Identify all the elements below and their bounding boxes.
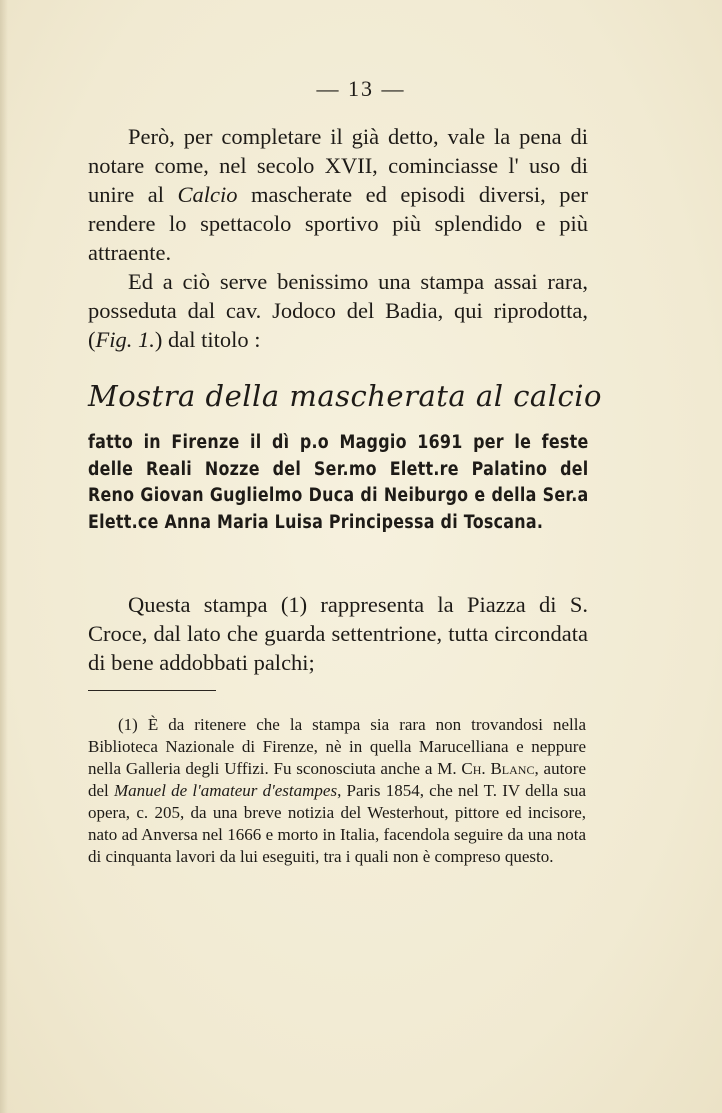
figure-reference: Fig. 1. xyxy=(95,327,155,352)
print-title-headline: Mostra della mascherata al calcio xyxy=(88,379,602,413)
paragraph-2 xyxy=(88,267,588,354)
paragraph-1 xyxy=(88,122,588,267)
paragraph-2-text-end: ) dal titolo : xyxy=(154,327,261,352)
paragraph-3-text: Questa stampa (1) rappresenta la Piazza di S. Croce, dal lato che guarda settentrione, tutta circondata di bene addobbati palchi; xyxy=(88,592,588,675)
footnote-part-1: (1) È da ritenere che la stampa sia rara non trovandosi nella Biblioteca Nazionale di Firenze, nè in quella Marucelliana e neppure nella Galleria degli Uffizi. Fu sconosciuta anche a M. xyxy=(88,715,586,778)
footnote-divider xyxy=(88,690,216,691)
footnote-part-2: , autore del xyxy=(88,759,587,800)
footnote-work-title: Manuel de l'amateur d'estampes xyxy=(113,781,338,800)
paragraph-2-text: Ed a ciò serve benissimo una stampa assai rara, posseduta dal cav. Jodoco del Badia, qui riprodotta, ( xyxy=(88,269,588,352)
page-edge-shadow xyxy=(0,0,8,1113)
footnote xyxy=(88,714,586,868)
footnote-text xyxy=(88,714,586,868)
opening-paragraphs xyxy=(88,122,588,354)
paragraph-1-text: Però, per completare il già detto, vale la pena di notare come, nel secolo XVII, cominciasse l' uso di unire al xyxy=(88,124,588,207)
calcio-italic: Calcio xyxy=(177,182,238,207)
paragraph-1-text-end: mascherate ed episodi diversi, per rendere lo spettacolo sportivo più splendido e più attraente. xyxy=(88,182,589,265)
footnote-author: Ch. Blanc xyxy=(461,759,535,778)
footnote-part-3: , Paris 1854, che nel T. IV della sua opera, c. 205, da una breve notizia del Westerhout, pittore ed incisore, nato ad Anversa nel 1666 e morto in Italia, facendola seguire da una nota di cinquanta lavori da lui eseguiti, tra i quali non è compreso questo. xyxy=(88,781,586,866)
page-number: — 13 — xyxy=(316,76,406,101)
paragraph-3 xyxy=(88,590,588,677)
print-title-subtitle: fatto in Firenze il dì p.o Maggio 1691 per le feste delle Reali Nozze del Ser.mo Elett.re Palatino del Reno Giovan Guglielmo Duca di Neiburgo e della Ser.a Elett.ce Anna Maria Luisa Principessa di Toscana. xyxy=(88,432,589,533)
